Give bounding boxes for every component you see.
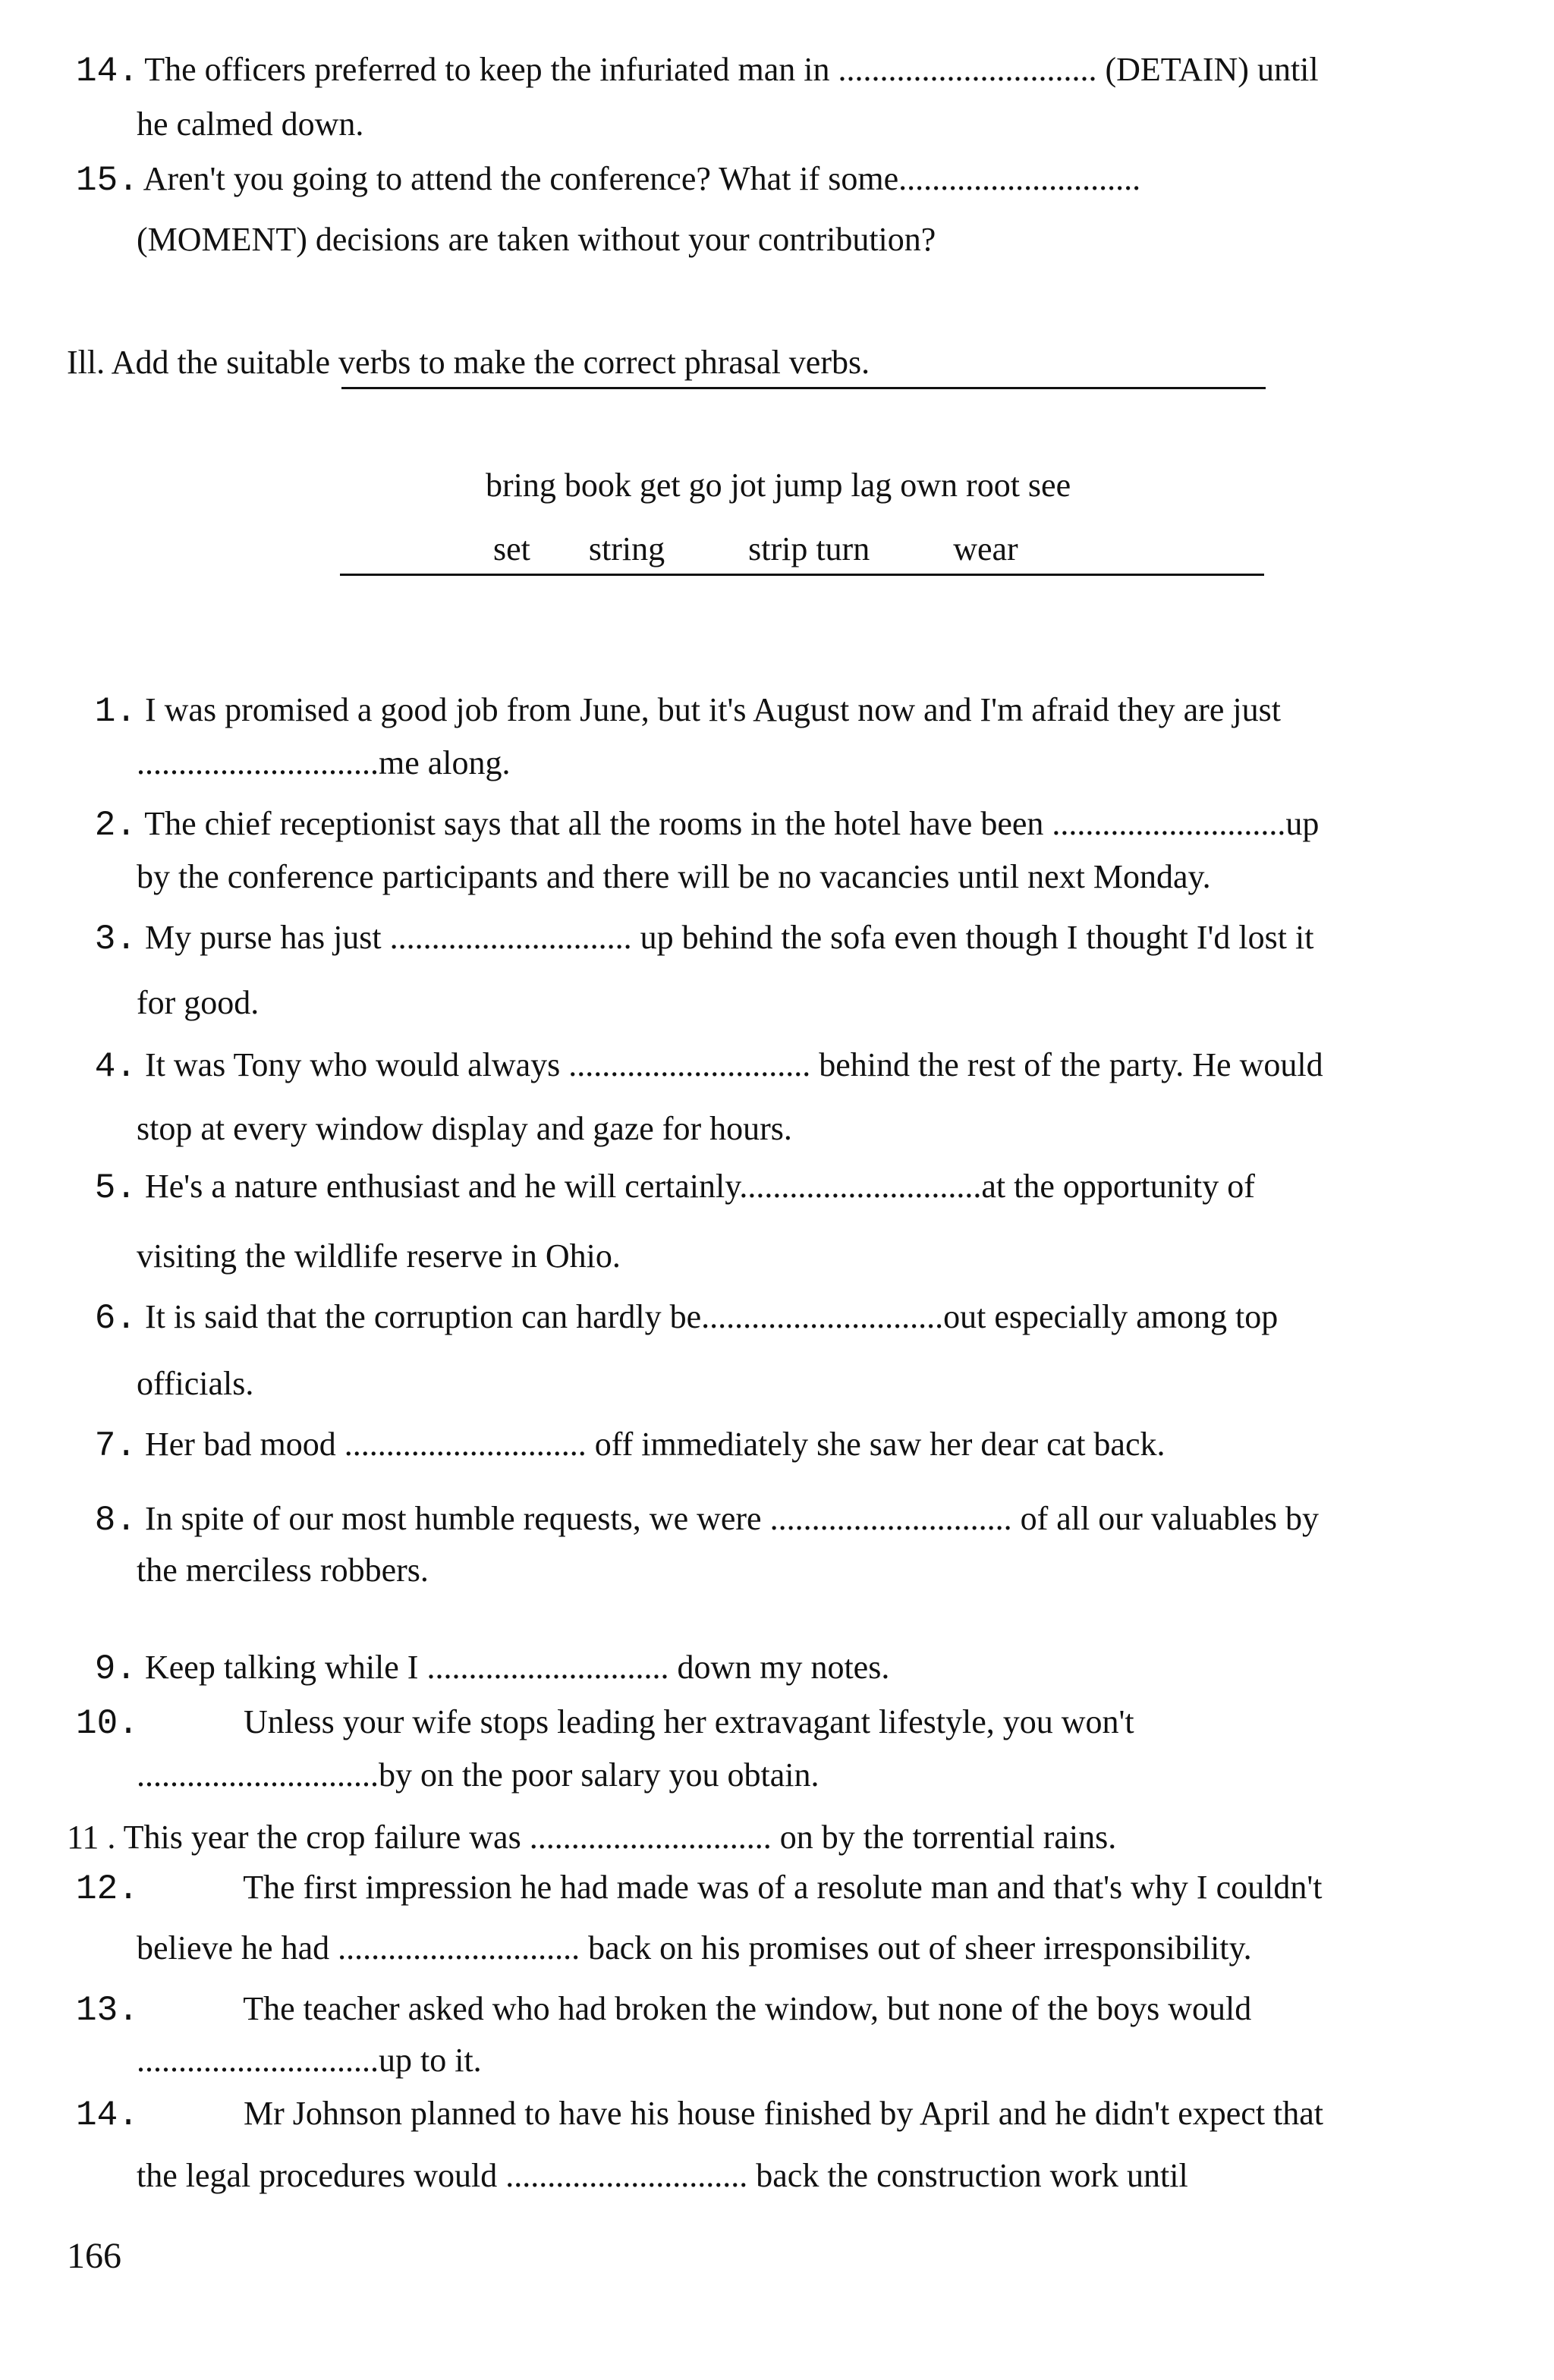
exercise-item-8 <box>76 1499 1319 1542</box>
exercise-item-12 <box>76 1868 1322 1910</box>
item-text: It was Tony who would always ............................. behind the rest of the party. He would <box>145 1046 1323 1083</box>
item-number: 7. <box>94 1426 137 1466</box>
exercise-item-5-cont: visiting the wildlife reserve in Ohio. <box>137 1237 621 1275</box>
exercise-item-12-cont: believe he had ............................. back on his promises out of sheer irresponsibility. <box>137 1929 1252 1967</box>
exercise-item-13-cont: .............................up to it. <box>137 2042 482 2079</box>
word-box-line-1: bring book get go jot jump lag own root see <box>486 467 1071 504</box>
bottom-rule <box>340 574 1264 576</box>
item-number: 4. <box>94 1047 137 1086</box>
exercise-item-5 <box>76 1167 1255 1209</box>
item-text: Unless your wife stops leading her extravagant lifestyle, you won't <box>244 1703 1134 1740</box>
exercise-item-14 <box>76 2094 1323 2136</box>
item-number: 14. <box>76 2095 139 2135</box>
exercise-item-10 <box>76 1702 1134 1745</box>
prev-item-15-cont: (MOMENT) decisions are taken without your contribution? <box>137 221 936 258</box>
exercise-item-6 <box>76 1297 1278 1340</box>
item-number: 6. <box>94 1299 137 1338</box>
prev-item-14-cont: he calmed down. <box>137 105 364 143</box>
item-number: 1. <box>94 692 137 731</box>
exercise-item-7 <box>76 1425 1165 1467</box>
item-text: The first impression he had made was of a resolute man and that's why I couldn't <box>243 1869 1323 1906</box>
item-text: Keep talking while I ............................. down my notes. <box>145 1649 890 1686</box>
exercise-item-6-cont: officials. <box>137 1365 254 1402</box>
item-text: It is said that the corruption can hardly be.............................out especially among top <box>145 1298 1279 1335</box>
item-text: The officers preferred to keep the infuriated man in ............................... (DETAIN) until <box>144 51 1319 88</box>
prev-item-14 <box>76 50 1499 93</box>
exercise-item-14-cont: the legal procedures would ............................. back the construction work until <box>137 2157 1188 2194</box>
item-text: Her bad mood ............................. off immediately she saw her dear cat back. <box>145 1426 1166 1463</box>
item-text: The teacher asked who had broken the window, but none of the boys would <box>243 1990 1252 2027</box>
item-text: I was promised a good job from June, but it's August now and I'm afraid they are just <box>145 691 1281 728</box>
item-number: 2. <box>94 806 137 845</box>
exercise-item-9 <box>76 1648 889 1690</box>
exercise-item-2 <box>76 804 1319 847</box>
item-text: This year the crop failure was ............................. on by the torrential rains. <box>123 1819 1117 1856</box>
section-heading: Ill. Add the suitable verbs to make the correct phrasal verbs. <box>67 344 870 381</box>
item-text: He's a nature enthusiast and he will certainly.............................at the opportunity of <box>145 1168 1255 1205</box>
item-number: 15. <box>76 161 139 200</box>
item-number: 12. <box>76 1869 139 1909</box>
exercise-item-1-cont: .............................me along. <box>137 744 511 781</box>
item-number: 10. <box>76 1704 139 1743</box>
item-text: Aren't you going to attend the conference? What if some............................. <box>143 160 1141 197</box>
item-text: The chief receptionist says that all the rooms in the hotel have been ............................up <box>144 805 1320 842</box>
exercise-item-3-cont: for good. <box>137 984 260 1021</box>
exercise-item-8-cont: the merciless robbers. <box>137 1552 429 1589</box>
item-number: 8. <box>94 1501 137 1540</box>
exercise-item-3 <box>76 918 1313 960</box>
exercise-item-4 <box>76 1045 1323 1088</box>
exercise-item-1 <box>76 690 1499 733</box>
word-box-line-2: set string strip turn wear <box>493 530 1018 567</box>
item-text: My purse has just ............................. up behind the sofa even though I thought I'd lost it <box>145 919 1314 956</box>
item-number: 14. <box>76 52 139 91</box>
prev-item-15 <box>76 159 1140 202</box>
item-number: 11 . <box>67 1819 116 1856</box>
page-number: 166 <box>67 2236 121 2276</box>
item-number: 13. <box>76 1991 139 2030</box>
item-number: 5. <box>94 1168 137 1208</box>
item-number: 9. <box>94 1649 137 1689</box>
item-text: Mr Johnson planned to have his house finished by April and he didn't expect that <box>244 2095 1324 2132</box>
item-text: In spite of our most humble requests, we were ............................. of all our valuables by <box>145 1500 1320 1537</box>
exercise-item-10-cont: .............................by on the poor salary you obtain. <box>137 1756 819 1794</box>
exercise-item-11 <box>67 1818 1116 1858</box>
exercise-item-4-cont: stop at every window display and gaze for hours. <box>137 1110 792 1147</box>
exercise-item-2-cont: by the conference participants and there will be no vacancies until next Monday. <box>137 858 1211 895</box>
top-rule <box>341 387 1266 389</box>
exercise-item-13 <box>76 1989 1251 2032</box>
item-number: 3. <box>94 920 137 959</box>
